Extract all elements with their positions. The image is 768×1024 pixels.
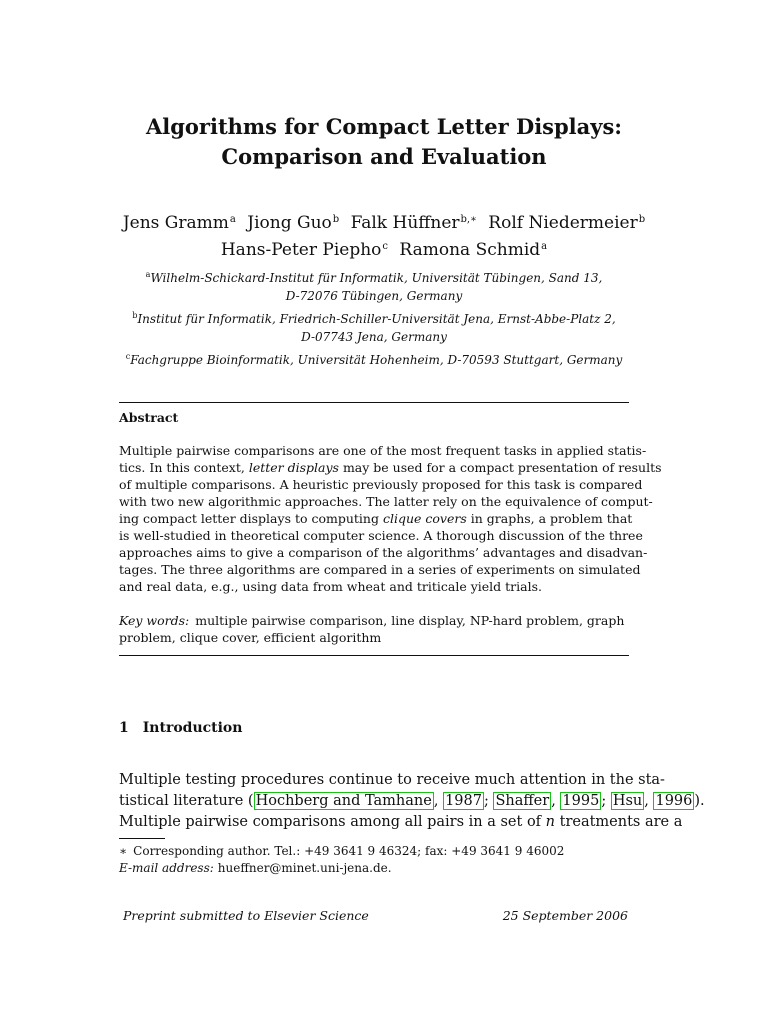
abstract-body [119,442,662,595]
keywords-line-2: problem, clique cover, efficient algorithm [119,630,382,645]
section-heading [119,720,242,736]
abstract-heading: Abstract [119,410,179,425]
abstract-line: and real data, e.g., using data from wheat and triticale yield trials. [119,579,542,594]
footer-date: 25 September 2006 [502,908,628,923]
abstract-top-rule [119,402,629,403]
intro-line-1: Multiple testing procedures continue to receive much attention in the sta- [119,772,665,788]
author-list [0,208,768,262]
affiliation: $^c$Fachgruppe Bioinformatik, Universität Hohenheim, D-70593 Stuttgart, Germany [125,352,623,367]
intro-line-2: tistical literature ( Hochberg and Tamhane , 1987 ; Shaffer , 1995 ; Hsu , 1996 ). [119,793,705,809]
section-number: 1 [119,720,129,736]
emphasized-term: letter displays [248,460,339,475]
paper-title [0,112,768,172]
math-variable: n [545,814,556,830]
abstract-line: Multiple pairwise comparisons are one of the most frequent tasks in applied statis- [119,443,647,458]
intro-line-3: Multiple pairwise comparisons among all pairs in a set of n treatments are a [119,814,683,830]
author-line-1 [0,208,768,235]
footer-preprint-note: Preprint submitted to Elsevier Science [123,908,369,923]
author-line-2 [0,235,768,262]
abstract-bottom-rule [119,655,629,656]
keywords [119,612,629,646]
footnote-rule [119,838,165,839]
affiliation: $^b$Institut für Informatik, Friedrich-Schiller-Universität Jena, Ernst-Abbe-Platz 2, D-07743 Jena, Germany [132,311,616,344]
author: Ramona Schmid$^a$ [399,240,548,260]
email-address[interactable]: hueffner@minet.uni-jena.de. [217,861,392,875]
affiliation-list [110,266,638,371]
author: Jens Gramm$^a$ [122,213,236,233]
author: Rolf Niedermeier$^b$ [488,213,646,233]
abstract-line: is well-studied in theoretical computer science. A thorough discussion of the three [119,528,643,543]
title-line-2: Comparison and Evaluation [221,144,547,169]
footnote [119,843,564,877]
abstract-line: of multiple comparisons. A heuristic previously proposed for this task is compared [119,477,643,492]
intro-paragraph [119,770,705,833]
affiliation: $^a$Wilhelm-Schickard-Institut für Informatik, Universität Tübingen, Sand 13, D-72076 Tübingen, Germany [145,270,603,303]
footnote-marker: ∗ [119,844,128,858]
abstract-line: ing compact letter displays to computing clique covers in graphs, a problem that [119,511,633,526]
abstract-line: approaches aims to give a comparison of the algorithms’ advantages and disadvan- [119,545,648,560]
abstract-line: tages. The three algorithms are compared in a series of experiments on simulated [119,562,641,577]
citation-link[interactable]: Hochberg and Tamhane [255,793,432,809]
citation-link[interactable]: 1995 [562,793,600,809]
keywords-label: Key words: [119,613,190,628]
title-line-1: Algorithms for Compact Letter Displays: [145,114,623,139]
footnote-contact: Corresponding author. Tel.: +49 3641 9 46324; fax: +49 3641 9 46002 [133,844,565,858]
author: Falk Hüffner$^{b,∗}$ [350,213,477,233]
citation-link[interactable]: Shaffer [495,793,550,809]
citation-link[interactable]: Hsu [612,793,643,809]
email-label: E-mail address: [119,861,214,875]
author: Jiong Guo$^b$ [247,213,340,233]
keywords-line-1: multiple pairwise comparison, line display, NP-hard problem, graph [195,613,625,628]
citation-link[interactable]: 1996 [655,793,693,809]
citation-link[interactable]: 1987 [445,793,482,809]
abstract-line: tics. In this context, letter displays may be used for a compact presentation of results [119,460,662,475]
section-title: Introduction [142,720,243,736]
emphasized-term: clique covers [382,511,467,526]
author: Hans-Peter Piepho$^c$ [220,240,389,260]
abstract-line: with two new algorithmic approaches. The latter rely on the equivalence of comput- [119,494,653,509]
